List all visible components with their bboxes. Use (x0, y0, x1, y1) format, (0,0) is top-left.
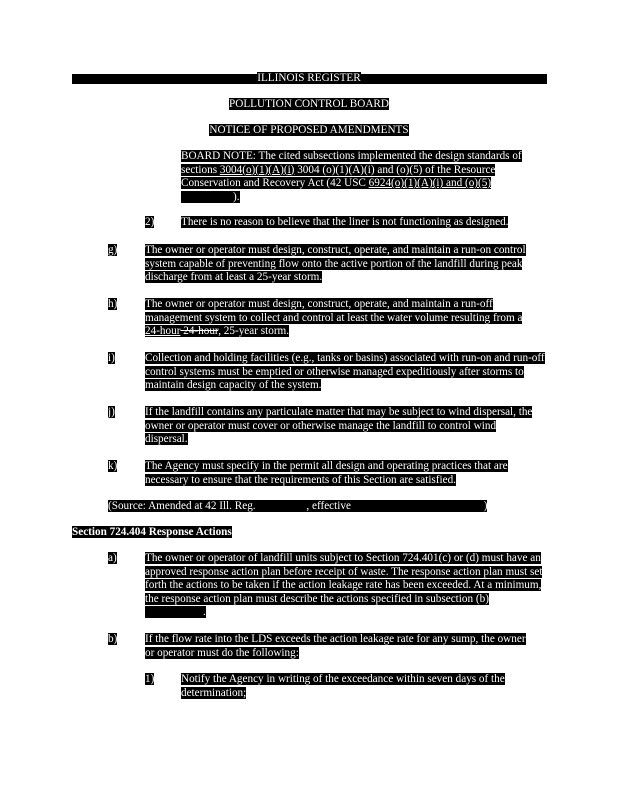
notice-title: NOTICE OF PROPOSED AMENDMENTS (209, 124, 409, 136)
sub-item-1-text: Notify the Agency in writing of the exceedance within seven days of the determination; (181, 673, 505, 699)
item-2-label: 2) (145, 216, 155, 228)
source-line: (Source: Amended at 42 Ill. Reg. , effective ) (108, 500, 488, 512)
section-item-a-label: a) (108, 552, 117, 564)
item-k-text: The Agency must specify in the permit all design and operating practices that are necessary to ensure that the requirements of this Section are satisfied. (145, 460, 508, 486)
item-i-text: Collection and holding facilities (e.g., tanks or basins) associated with run-on and run-off control systems must be emptied or otherwise managed expeditiously after storms to maintain design capacity of the system. (145, 352, 545, 392)
sub-item-1-label: 1) (145, 673, 155, 685)
item-h-text: The owner or operator must design, construct, operate, and maintain a run-off management system to collect and control at least the water volume resulting from a 24-hour 24-hour, 25-year storm. (145, 298, 523, 338)
register-title: ILLINOIS REGISTER (257, 72, 361, 84)
item-j-text: If the landfill contains any particulate matter that may be subject to wind dispersal, the owner or operator must cover or otherwise manage the landfill to control wind dispersal. (145, 406, 533, 446)
section-item-a-text: The owner or operator of landfill units subject to Section 724.401(c) or (d) must have an approved response action plan before receipt of waste. The response action plan must set forth the actions to be taken if the action leakage rate has been exceeded. At a minimum, the response action plan must describe the actions specified in subsection (b) . (145, 552, 543, 619)
board-note: BOARD NOTE: The cited subsections implemented the design standards of sections 3004(o)(1)(A)(i) 3004 (o)(1)(A)(i) and (o)(5) of the Resource Conservation and Recovery Act (42 USC 6924(o)(1)(A)(i) and (o)(5) ). (181, 150, 522, 203)
item-h-label: h) (108, 298, 118, 310)
item-j-label: j) (108, 406, 115, 418)
section-item-b-label: b) (108, 633, 118, 645)
item-k-label: k) (108, 460, 118, 472)
item-i-label: i) (108, 352, 115, 364)
section-title: Section 724.404 Response Actions (72, 526, 232, 538)
item-2-text: There is no reason to believe that the liner is not functioning as designed. (181, 216, 509, 228)
item-g-text: The owner or operator must design, construct, operate, and maintain a run-on control system capable of preventing flow onto the active portion of the landfill during peak discharge from at least a 25-year storm. (145, 244, 526, 284)
item-g-label: g) (108, 244, 118, 256)
section-item-b-text: If the flow rate into the LDS exceeds the action leakage rate for any sump, the owner or operator must do the following: (145, 633, 526, 659)
board-title: POLLUTION CONTROL BOARD (229, 98, 389, 110)
